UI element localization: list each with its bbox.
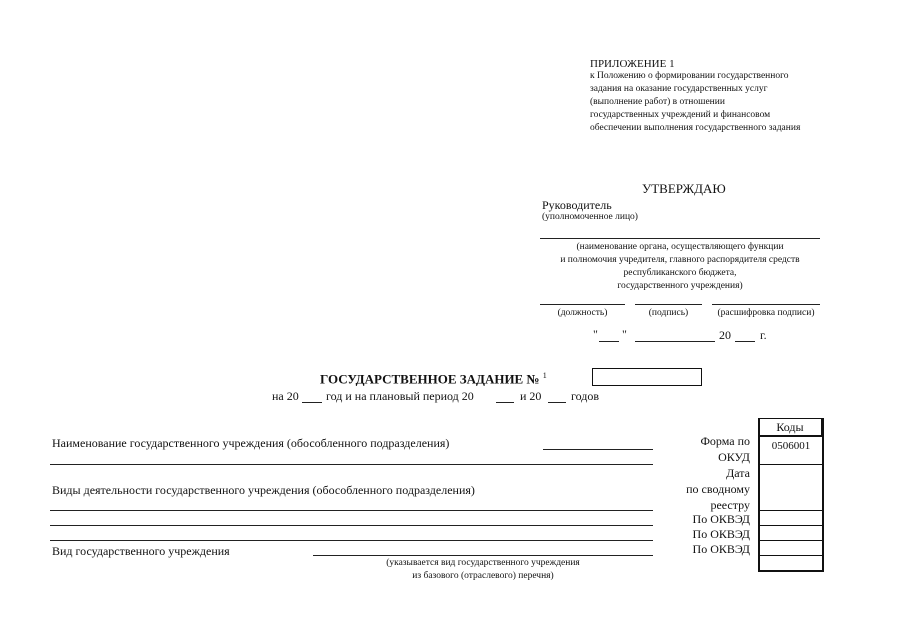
- period-plan2-line[interactable]: [548, 402, 566, 403]
- institution-type-label: Вид государственного учреждения: [52, 544, 230, 558]
- date-label-3: реестру: [710, 498, 750, 512]
- position-label: (должность): [557, 308, 608, 318]
- organ-note-1: (наименование органа, осуществляющего функции: [576, 242, 784, 252]
- position-line[interactable]: [540, 304, 625, 305]
- period-and: и 20: [520, 389, 542, 403]
- approve-head-note: (уполномоченное лицо): [542, 212, 638, 222]
- date-label-1: Дата: [726, 466, 750, 480]
- date-day-line[interactable]: [599, 341, 619, 342]
- signature-decoding-line[interactable]: [712, 304, 820, 305]
- date-year-prefix: 20: [719, 328, 731, 342]
- appendix-line-1: к Положению о формировании государственного: [590, 71, 789, 81]
- appendix-line-5: обеспечении выполнения государственного задания: [590, 123, 801, 133]
- okved-label-2: По ОКВЭД: [692, 527, 750, 541]
- task-title-text: ГОСУДАРСТВЕННОЕ ЗАДАНИЕ №: [320, 371, 540, 387]
- appendix-line-3: (выполнение работ) в отношении: [590, 97, 725, 107]
- institution-type-line[interactable]: [313, 555, 653, 556]
- signature-line[interactable]: [635, 304, 702, 305]
- approve-title: УТВЕРЖДАЮ: [642, 181, 726, 196]
- period-year-line[interactable]: [302, 402, 322, 403]
- institution-name-label: Наименование государственного учреждения (обособленного подразделения): [52, 436, 450, 450]
- form-okud-label-2: ОКУД: [718, 450, 750, 464]
- codes-row-divider-date: [760, 464, 822, 465]
- date-label-2: по сводному: [686, 482, 750, 496]
- signature-label: (подпись): [648, 308, 689, 318]
- codes-row-divider-okved1: [760, 510, 822, 511]
- organ-note-4: государственного учреждения): [617, 281, 743, 291]
- codes-row-divider-okved3: [760, 540, 822, 541]
- codes-row-divider-end: [760, 555, 822, 556]
- date-quote-open: ": [593, 327, 598, 341]
- organ-note-3: республиканского бюджета,: [623, 268, 737, 278]
- task-title: [320, 371, 547, 387]
- codes-header: Коды: [758, 418, 822, 437]
- period-start: на 20: [272, 389, 299, 403]
- appendix-line-2: задания на оказание государственных услуг: [590, 84, 768, 94]
- signature-decoding-label: (расшифровка подписи): [717, 308, 815, 318]
- activity-line-2[interactable]: [50, 525, 653, 526]
- organ-line[interactable]: [540, 238, 820, 239]
- activity-line-3[interactable]: [50, 540, 653, 541]
- okved-label-1: По ОКВЭД: [692, 512, 750, 526]
- period-plan1-line[interactable]: [496, 402, 514, 403]
- institution-type-note-2: из базового (отраслевого) перечня): [412, 571, 554, 581]
- okved-label-3: По ОКВЭД: [692, 542, 750, 556]
- appendix-line-4: государственных учреждений и финансовом: [590, 110, 771, 120]
- codes-row-divider-okved2: [760, 525, 822, 526]
- task-number-box[interactable]: [592, 368, 702, 386]
- date-month-line[interactable]: [635, 341, 715, 342]
- date-quote-close: ": [622, 327, 627, 341]
- approve-head: Руководитель: [542, 198, 612, 212]
- appendix-title: ПРИЛОЖЕНИЕ 1: [590, 58, 675, 70]
- activity-label: Виды деятельности государственного учреждения (обособленного подразделения): [52, 483, 475, 497]
- activity-line-1[interactable]: [50, 510, 653, 511]
- institution-name-line-2[interactable]: [50, 464, 653, 465]
- period-middle: год и на плановый период 20: [326, 389, 474, 403]
- codes-table: [758, 418, 824, 572]
- date-year-line[interactable]: [735, 341, 755, 342]
- date-g: г.: [760, 328, 767, 342]
- organ-note-2: и полномочия учредителя, главного распорядителя средств: [560, 255, 800, 265]
- task-title-footnote: 1: [542, 371, 547, 380]
- institution-type-note-1: (указывается вид государственного учреждения: [386, 558, 580, 568]
- form-okud-label-1: Форма по: [700, 434, 750, 448]
- institution-name-line-1[interactable]: [543, 449, 653, 450]
- okud-code[interactable]: 0506001: [771, 440, 811, 452]
- period-end: годов: [571, 389, 600, 403]
